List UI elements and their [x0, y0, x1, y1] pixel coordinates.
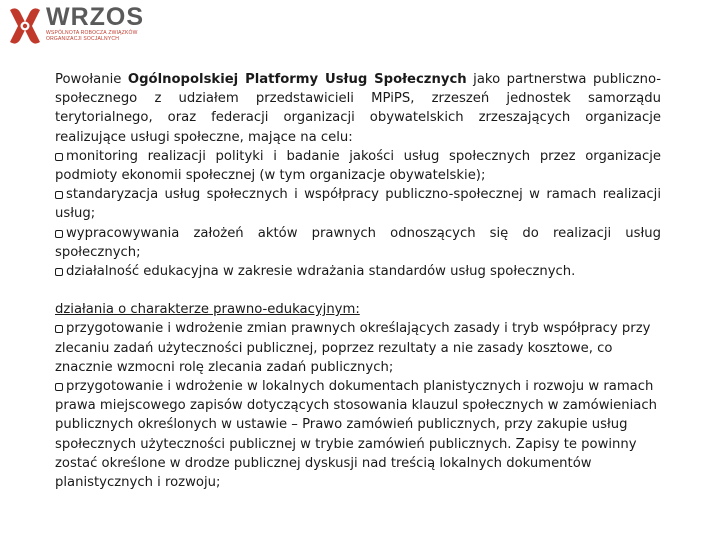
- bullet-text: działalność edukacyjna w zakresie wdrażania standardów usług społecznych.: [66, 264, 576, 280]
- checkbox-bullet-icon: [55, 153, 63, 161]
- intro-paragraph: [55, 70, 661, 147]
- list-item: [55, 319, 661, 377]
- intro-bold: Ogólnopolskiej Platformy Usług Społecznych: [127, 72, 467, 87]
- bullet-text: standaryzacja usług społecznych i współpracy publiczno-społecznej w ramach realizacji usług;: [55, 187, 661, 222]
- intro-after: jako partnerstwa publiczno-społecznego z udziałem przedstawicieli MPiPS, zrzeszeń jednostek samorządu terytorialnego, oraz federacji organizacji obywatelskich zrzeszających organizacje realizujące usługi społeczne, mające na celu:: [55, 72, 662, 145]
- logo-subtitle-line2: ORGANIZACJI SOCJALNYCH: [46, 36, 120, 42]
- checkbox-bullet-icon: [55, 383, 63, 391]
- checkbox-bullet-icon: [55, 191, 63, 199]
- intro-before: Powołanie: [55, 72, 128, 87]
- logo-subtitle-line1: WSPÓLNOTA ROBOCZА ZWIĄZKÓW: [46, 30, 138, 36]
- checkbox-bullet-icon: [55, 268, 63, 276]
- section-heading: działania o charakterze prawno-edukacyjnym:: [55, 302, 360, 318]
- bullet-text: wypracowywania założeń aktów prawnych odnoszących się do realizacji usług społecznych;: [55, 225, 661, 260]
- checkbox-bullet-icon: [55, 230, 63, 238]
- section-legal-education: [55, 300, 661, 492]
- list-item: [55, 224, 661, 262]
- wrzos-logo-mark-icon: [6, 4, 44, 46]
- bullet-text: przygotowanie i wdrożenie w lokalnych dokumentach planistycznych i rozwoju w ramach prawa miejscowego zapisów dotyczących stosowania klauzul społecznych w zamówieniach publicznych określonych w ustawie – Prawo zamówień publicznych, przy zakupie usług społecznych użyteczności publicznej w trybie zamówień publicznych. Zapisy te powinny zostać określone w drodze publicznej dyskusji nad treścią lokalnych dokumentów planistycznych i rozwoju;: [55, 379, 657, 491]
- checkbox-bullet-icon: [55, 325, 63, 333]
- logo-name: WRZOS: [46, 3, 145, 31]
- wrzos-logo: [6, 4, 144, 46]
- document-body: [55, 70, 661, 492]
- list-item: [55, 147, 661, 185]
- list-item: [55, 185, 661, 223]
- section-platform: [55, 70, 661, 281]
- list-item: [55, 262, 661, 281]
- bullet-text: przygotowanie i wdrożenie zmian prawnych określających zasady i tryb współpracy przy zlecaniu zadań użyteczności publicznej, poprzez rezultaty a nie zasady kosztowe, co znacznie wzmocni rolę zlecania zadań publicznych;: [55, 321, 651, 375]
- bullet-text: monitoring realizacji polityki i badanie jakości usług społecznych przez organizacje podmioty ekonomii społecznej (w tym organizacje obywatelskie);: [55, 148, 661, 184]
- list-item: [55, 377, 661, 492]
